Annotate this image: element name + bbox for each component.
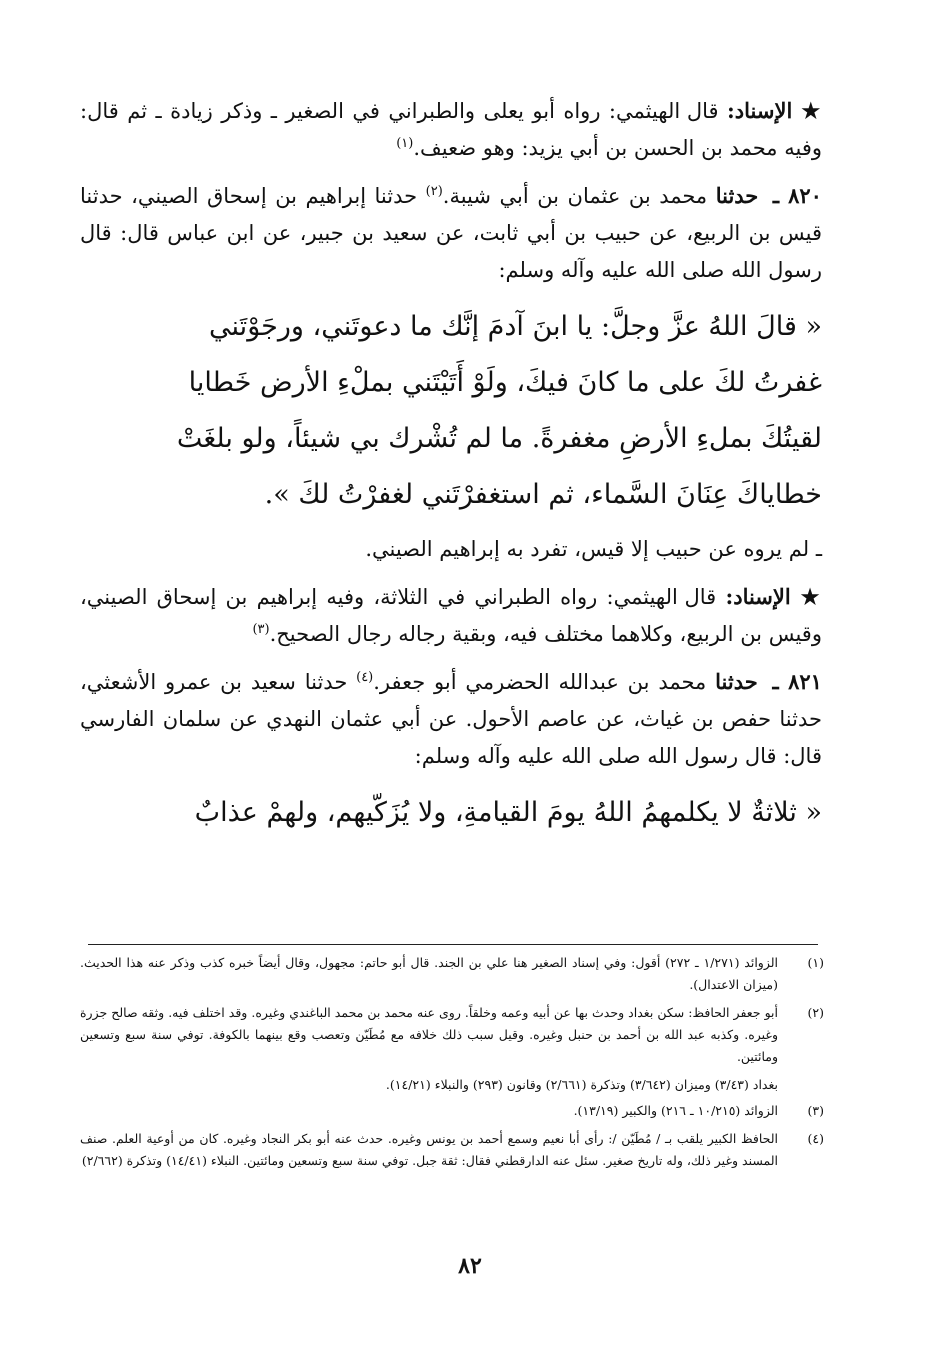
isnad-note-2 [80, 578, 822, 653]
isnad-text: قال الهيثمي: رواه أبو يعلى والطبراني في الصغير ـ وذكر زيادة ـ ثم قال: وفيه محمد بن الحسن بن أبي يزيد: وهو ضعيف. [80, 99, 822, 160]
footnote-4 [80, 1128, 824, 1172]
footnote-2-sources: بغداد (٣/٤٣) وميزان (٣/٦٤٢) وتذكرة (٢/٦٦١) وقانون (٢٩٣) والنبلاء (١٤/٢١). [385, 1077, 778, 1092]
isnad-text: قال الهيثمي: رواه الطبراني في الثلاثة، وفيه إبراهيم بن إسحاق الصيني، وقيس بن الربيع، وكلاهما مختلف فيه، وبقية رجاله رجال الصحيح. [80, 585, 822, 646]
footnote-ref: (٤) [356, 670, 374, 685]
chain-text: محمد بن عثمان بن أبي شيبة. [442, 184, 708, 208]
footnote-text: الحافظ الكبير يلقب بـ / مُطَيّن /: رأى أبا نعيم وسمع أحمد بن يونس وغيره. حدث عنه أبو بكر النجاد وغيره. كان من أوعية العلم. صنف المسند وغير ذلك، وله تاريخ صغير. سئل عنه الدارقطني فقال: ثقة جبل. توفي سنة سبع وتسعين ومائتين. النبلاء (١٤/٤١) وتذكرة (٢/٦٦٢) [80, 1131, 778, 1168]
footnote-ref: (١) [396, 136, 414, 151]
chain-text: محمد بن عبدالله الحضرمي أبو جعفر. [373, 670, 707, 694]
matn-line: « ثلاثةٌ لا يكلمهمُ اللهُ يومَ القيامةِ، ولا يُزَكّيهم، ولهمْ عذابٌ [194, 797, 822, 828]
chain-text: حدثنا إبراهيم بن إسحاق الصيني، حدثنا قيس بن الربيع، عن حبيب بن أبي ثابت، عن سعيد بن جبير، عن ابن عباس قال: قال رسول الله صلى الله عليه وآله وسلم: [80, 184, 822, 282]
hadith-821-chain [80, 663, 822, 775]
chain-text: حدثنا سعيد بن عمرو الأشعثي، حدثنا حفص بن غياث، عن عاصم الأحول. عن أبي عثمان النهدي عن سلمان الفارسي قال: قال رسول الله صلى الله عليه وآله وسلم: [80, 670, 822, 768]
footnote-ref: (٢) [425, 184, 443, 199]
matn-line: غفرتُ لكَ على ما كانَ فيكَ، ولَوْ أَتَيْتَني بملْءِ الأرض خَطايا [188, 367, 822, 398]
footnote-text: الزوائد (١/٢٧١ ـ ٢٧٢) أقول: وفي إسناد الصغير هنا علي بن الجند. قال أبو حاتم: مجهول، وقال أيضاً خبره كذب وذكر عنه هذا الحديث. (ميزان الاعتدال). [80, 955, 779, 992]
main-text [80, 92, 822, 841]
page-number: ٨٢ [458, 1253, 482, 1279]
hadith-820-chain [80, 177, 822, 289]
matn-line: لقيتُكَ بملءِ الأرضِ مغفرةً. ما لم تُشْرك بي شيئاً، ولو بلغَتْ [176, 423, 822, 454]
footnote-label: (٢) [807, 1005, 824, 1020]
footnote-label: (١) [807, 955, 824, 970]
matn-line: « قالَ اللهُ عزَّ وجلَّ: يا ابنَ آدمَ إنَّك ما دعوتَني، ورجَوْتَني [209, 311, 822, 342]
hadith-821-matn [80, 785, 822, 841]
footnote-text: الزوائد (١٠/٢١٥ ـ ٢١٦) والكبير (١٣/١٩). [573, 1103, 778, 1118]
footnote-label: (٤) [807, 1131, 824, 1146]
hadith-820-remark: ـ لم يروه عن حبيب إلا قيس، تفرد به إبراهيم الصيني. [365, 537, 822, 561]
hadith-820-matn [80, 299, 822, 523]
hadith-number: ٨٢١ ـ [772, 669, 822, 694]
hadith-number: ٨٢٠ ـ [772, 183, 822, 208]
isnad-note-1 [80, 92, 822, 167]
footnote-divider [88, 944, 818, 945]
chain-lead: حدثنا [715, 183, 759, 208]
footnote-label: (٣) [807, 1103, 824, 1118]
footnote-2 [80, 1002, 824, 1068]
chain-lead: حدثنا [715, 669, 758, 694]
isnad-lead: ★ الإسناد: [727, 98, 822, 123]
isnad-lead: ★ الإسناد: [725, 584, 822, 609]
footnote-ref: (٣) [252, 622, 270, 637]
footnote-3 [80, 1100, 824, 1122]
footnotes [80, 952, 824, 1178]
matn-line: خطاياكَ عِنَانَ السَّماء، ثم استغفرْتَني لغفرْتُ لكَ ». [264, 479, 822, 510]
footnote-1 [80, 952, 824, 996]
footnote-text: أبو جعفر الحافظ: سكن بغداد وحدث بها عن أبيه وعمه وخلقاً. روى عنه محمد بن محمد الباغندي وغيره. وقد اختلف فيه. وثقه صالح جزرة وغيره. وكذبه عبد الله بن أحمد بن حنبل وغيره. وقيل سبب ذلك خلافه مع مُطَيّن وتعصب وقع بينهما بالكوفة. توفي سنة سبع وتسعين ومائتين. [80, 1005, 778, 1064]
